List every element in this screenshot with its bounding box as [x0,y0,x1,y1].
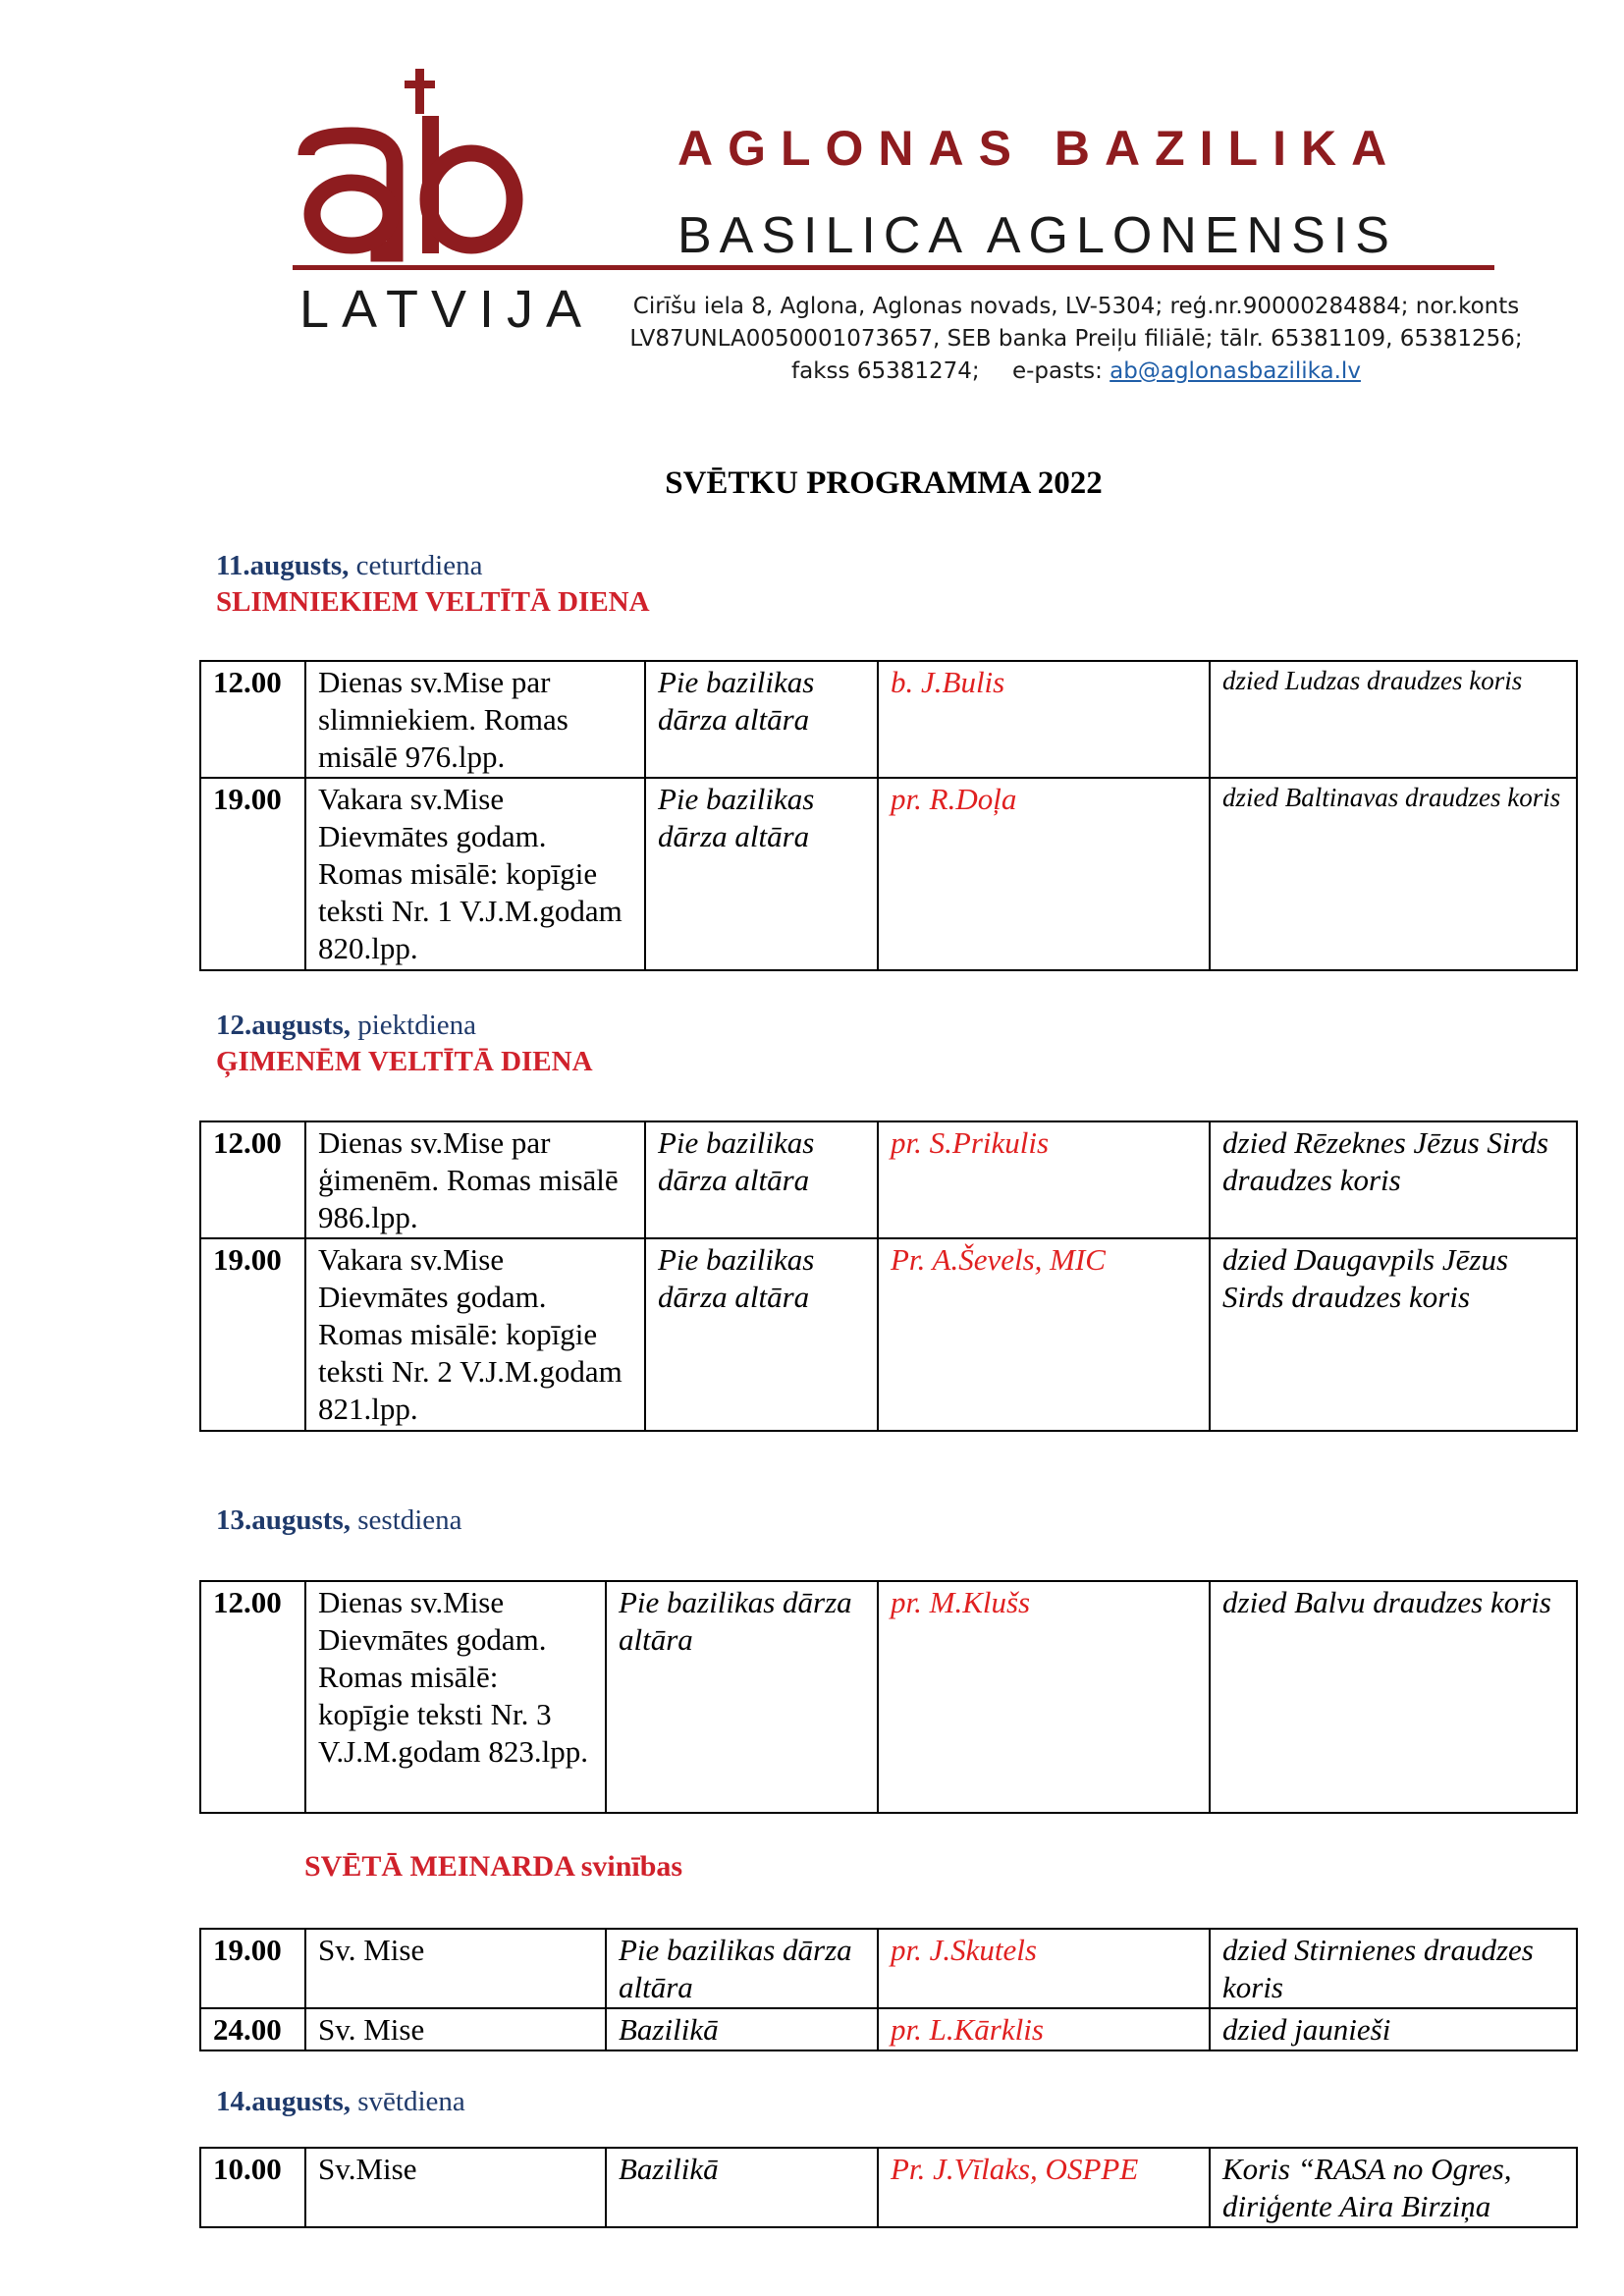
service-priest: Pr. A.Ševels, MIC [878,1238,1210,1431]
service-choir: Koris “RASA no Ogres, diriģente Aira Birziņa [1210,2148,1577,2227]
day-date: 11.augusts, [216,550,350,581]
day-theme: SLIMNIEKIEM VELTĪTĀ DIENA [216,586,650,618]
service-description: Vakara sv.Mise Dievmātes godam. Romas misālē: kopīgie teksti Nr. 2 V.J.M.godam 821.lpp. [305,1238,645,1431]
service-time: 19.00 [200,1238,305,1431]
table-row [200,1238,1577,1431]
header-divider [293,265,1494,270]
service-choir: dzied Stirnienes draudzes koris [1210,1929,1577,2008]
org-name: AGLONAS BAZILIKA [677,121,1402,176]
service-place: Pie bazilikas dārza altāra [606,1581,878,1813]
schedule-table [199,1121,1578,1432]
service-choir: dzied Baltinavas draudzes koris [1210,778,1577,970]
table-row [200,1581,1577,1813]
day-weekday: ceturtdiena [349,550,483,581]
service-priest: pr. R.Doļa [878,778,1210,970]
service-place: Pie bazilikas dārza altāra [645,1238,878,1431]
document-title: SVĒTKU PROGRAMMA 2022 [665,465,1103,501]
day-heading [216,1010,476,1042]
country-name: LATVIJA [299,280,595,339]
service-priest: pr. M.Klušs [878,1581,1210,1813]
service-priest: pr. J.Skutels [878,1929,1210,2008]
service-choir: dzied jaunieši [1210,2008,1577,2050]
service-description: Dienas sv.Mise Dievmātes godam. Romas misālē: kopīgie teksti Nr. 3 V.J.M.godam 823.lpp. [305,1581,606,1813]
service-place: Bazilikā [606,2008,878,2050]
service-time: 19.00 [200,1929,305,2008]
service-time: 10.00 [200,2148,305,2227]
section-title: SVĒTĀ MEINARDA svinības [304,1850,683,1883]
table-row [200,778,1577,970]
service-time: 12.00 [200,1581,305,1813]
day-theme: ĢIMENĒM VELTĪTĀ DIENA [216,1046,593,1077]
email-link[interactable]: ab@aglonasbazilika.lv [1110,358,1361,384]
email-label: e-pasts: [1011,358,1103,384]
service-choir: dzied Rēzeknes Jēzus Sirds draudzes koris [1210,1121,1577,1238]
service-description: Dienas sv.Mise par slimniekiem. Romas misālē 976.lpp. [305,661,645,778]
fax-number: fakss 65381274; [791,358,980,384]
service-priest: pr. S.Prikulis [878,1121,1210,1238]
table-row [200,1121,1577,1238]
day-date: 14.augusts, [216,2086,351,2117]
service-priest: Pr. J.Vīlaks, OSPPE [878,2148,1210,2227]
address-line-1: Cirīšu iela 8, Aglona, Aglonas novads, LV-5304; reģ.nr.90000284884; nor.konts [632,294,1520,319]
service-choir: dzied Ludzas draudzes koris [1210,661,1577,778]
service-place: Pie bazilikas dārza altāra [645,778,878,970]
table-row [200,2008,1577,2050]
day-heading [216,1504,462,1537]
service-description: Dienas sv.Mise par ģimenēm. Romas misālē 986.lpp. [305,1121,645,1238]
day-date: 12.augusts, [216,1010,351,1041]
schedule-table [199,1580,1578,1814]
table-row [200,1929,1577,2008]
service-description: Vakara sv.Mise Dievmātes godam. Romas misālē: kopīgie teksti Nr. 1 V.J.M.godam 820.lpp. [305,778,645,970]
service-place: Pie bazilikas dārza altāra [645,661,878,778]
day-weekday: sestdiena [351,1504,462,1536]
day-date: 13.augusts, [216,1504,351,1536]
address-line-3 [595,355,1557,388]
schedule-table [199,2147,1578,2228]
table-row [200,2148,1577,2227]
service-choir: dzied Daugavpils Jēzus Sirds draudzes koris [1210,1238,1577,1431]
service-place: Pie bazilikas dārza altāra [645,1121,878,1238]
service-description: Sv.Mise [305,2148,606,2227]
service-choir: dzied Balvu draudzes koris [1210,1581,1577,1813]
contact-address [595,291,1557,388]
table-row [200,661,1577,778]
service-description: Sv. Mise [305,2008,606,2050]
org-name-latin: BASILICA AGLONENSIS [677,207,1397,264]
address-line-2: LV87UNLA0050001073657, SEB banka Preiļu filiālē; tālr. 65381109, 65381256; [629,326,1523,352]
service-description: Sv. Mise [305,1929,606,2008]
day-weekday: svētdiena [351,2086,465,2117]
service-time: 12.00 [200,1121,305,1238]
day-weekday: piektdiena [351,1010,477,1041]
schedule-table [199,1928,1578,2051]
service-priest: b. J.Bulis [878,661,1210,778]
basilica-logo [295,67,530,263]
service-time: 12.00 [200,661,305,778]
service-place: Bazilikā [606,2148,878,2227]
schedule-table [199,660,1578,971]
service-time: 24.00 [200,2008,305,2050]
service-priest: pr. L.Kārklis [878,2008,1210,2050]
service-place: Pie bazilikas dārza altāra [606,1929,878,2008]
service-time: 19.00 [200,778,305,970]
day-heading [216,550,482,582]
day-heading [216,2086,465,2118]
